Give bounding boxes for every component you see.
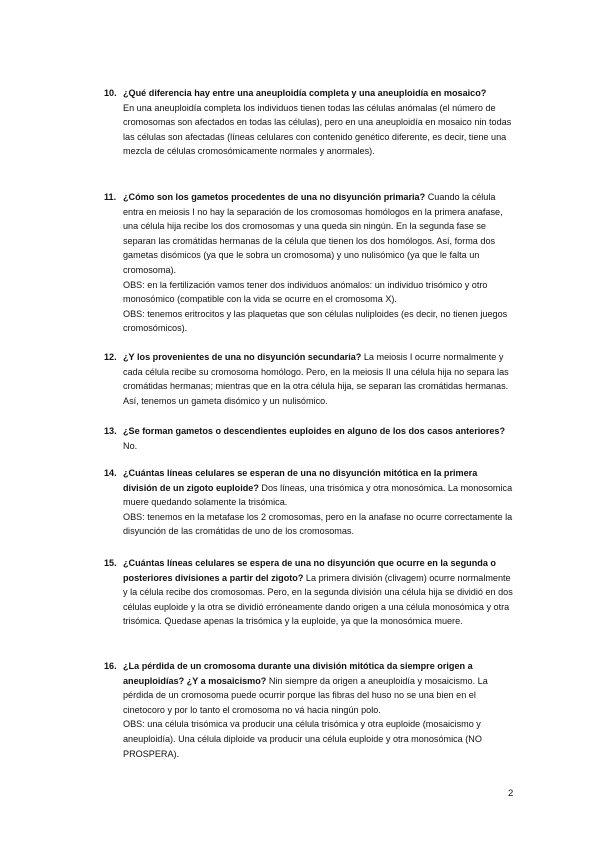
question-13 xyxy=(104,424,514,453)
question-text: ¿Cuántas líneas celulares se esperan de una no disyunción mitótica en la primera división de un zigoto euploide? xyxy=(123,468,478,493)
question-number: 12. xyxy=(104,352,117,362)
question-paragraph xyxy=(123,659,514,717)
question-16 xyxy=(104,659,514,761)
answer-text: Nin siempre da origen a aneuploidía y mosaicismo. La pérdida de un cromosoma puede ocurrir porque las fibras del huso no se una bien en el cinetocoro y por lo tanto el cromosoma no vá hacia ningún polo. xyxy=(123,675,488,715)
question-number: 11. xyxy=(104,192,117,202)
question-number: 10. xyxy=(104,88,117,98)
answer-text: Dos líneas, una trisómica y otra monosómica. La monosomica muere quedando solamente la trisómica. xyxy=(123,482,513,508)
question-text: ¿Qué diferencia hay entre una aneuploidía completa y una aneuploidía en mosaico? xyxy=(123,88,487,98)
question-paragraph xyxy=(123,556,514,629)
answer-paragraph: En una aneuploidía completa los individuos tienen todas las células anómalas (el número de cromosomas son afectados en todas las células), pero en una aneuploidía en mosaico nin todas las células son afectadas (líneas celulares con contenido genético diferente, es decir, tiene una mezcla de células cromosómicamente normales y anormales). xyxy=(123,102,512,157)
question-body xyxy=(123,659,514,761)
question-text: ¿Se forman gametos o descendientes euploides en alguno de los dos casos anteriores? xyxy=(123,426,506,436)
question-number: 13. xyxy=(104,426,117,436)
answer-text: La primera división (clivagem) ocurre normalmente y la célula recibe dos cromosomas. Pero, en la segunda división una célula hija se dividió en dos células euploide y la otra se dividió erróneamente dando origen a una célula monosómica y otra trisómica. Quedase apenas la trisómica y la euploide, ya que la monosómica muere. xyxy=(123,572,513,627)
question-body xyxy=(123,86,514,159)
question-body xyxy=(123,556,514,629)
question-body xyxy=(123,190,514,336)
question-paragraph xyxy=(123,350,514,408)
question-number: 16. xyxy=(104,661,117,671)
question-paragraph xyxy=(123,466,514,510)
question-11 xyxy=(104,190,514,336)
answer-text: Cuando la célula entra en meiosis I no hay la separación de los cromosomas homólogos en la primera anafase, una célula hija recibe los dos cromosomas y una queda sin ningún. En la segunda fase se separan las cromátidas hermanas de la célula que tienen los dos homólogos. Así, forma dos gametas disómicos (ya que le sobra un cromosoma) y uno nulisómico (ya que le falta un cromosoma). xyxy=(123,192,503,275)
question-14 xyxy=(104,466,514,539)
question-number: 15. xyxy=(104,558,117,568)
question-text: ¿Y los provenientes de una no disyunción secundaria? xyxy=(123,352,362,362)
question-paragraph xyxy=(123,190,514,278)
page-number: 2 xyxy=(508,788,514,799)
answer-text: La meiosis I ocurre normalmente y cada célula recibe su cromosoma homólogo. Pero, en la meiosis II una célula hija no separa las cromátidas hermanas; mientras que en la otra célula hija, se separan las cromátidas hermanas. Así, tenemos un gameta disómico y un nulisómico. xyxy=(123,352,509,406)
answer-paragraph: OBS: tenemos eritrocitos y las plaquetas que son células nuliploides (es decir, no tienen juegos cromosómicos). xyxy=(123,308,508,334)
question-paragraph xyxy=(123,86,514,101)
answer-paragraph: OBS: una célula trisómica va producir una célula trisómica y otra euploide (mosaicismo y aneuploidía). Una célula diploide va producir una célula euploide y otra monosómica (NO PROSPERA). xyxy=(123,719,482,759)
question-text: ¿La pérdida de un cromosoma durante una división mitótica da siempre origen a aneuploidías? ¿Y a mosaicismo? xyxy=(123,661,473,686)
question-text: ¿Cuántas líneas celulares se espera de una no disyunción que ocurre en la segunda o posteriores divisiones a partir del zigoto? xyxy=(123,558,496,583)
question-paragraph xyxy=(123,424,514,453)
question-body xyxy=(123,424,514,453)
question-15 xyxy=(104,556,514,629)
question-body xyxy=(123,466,514,539)
question-body xyxy=(123,350,514,408)
answer-paragraph: OBS: en la fertilización vamos tener dos individuos anómalos: un individuo trisómico y otro monosómico (compatible con la vida se ocurre en el cromosoma X). xyxy=(123,279,488,305)
answer-paragraph: OBS: tenemos en la metafase los 2 cromosomas, pero en la anafase no ocurre correctamente la disyunción de las cromátidas de uno de los cromosomas. xyxy=(123,511,513,537)
answer-text: No. xyxy=(123,440,138,451)
question-number: 14. xyxy=(104,468,117,478)
question-text: ¿Cómo son los gametos procedentes de una no disyunción primaria? xyxy=(123,192,426,202)
question-10 xyxy=(104,86,514,159)
question-12 xyxy=(104,350,514,408)
